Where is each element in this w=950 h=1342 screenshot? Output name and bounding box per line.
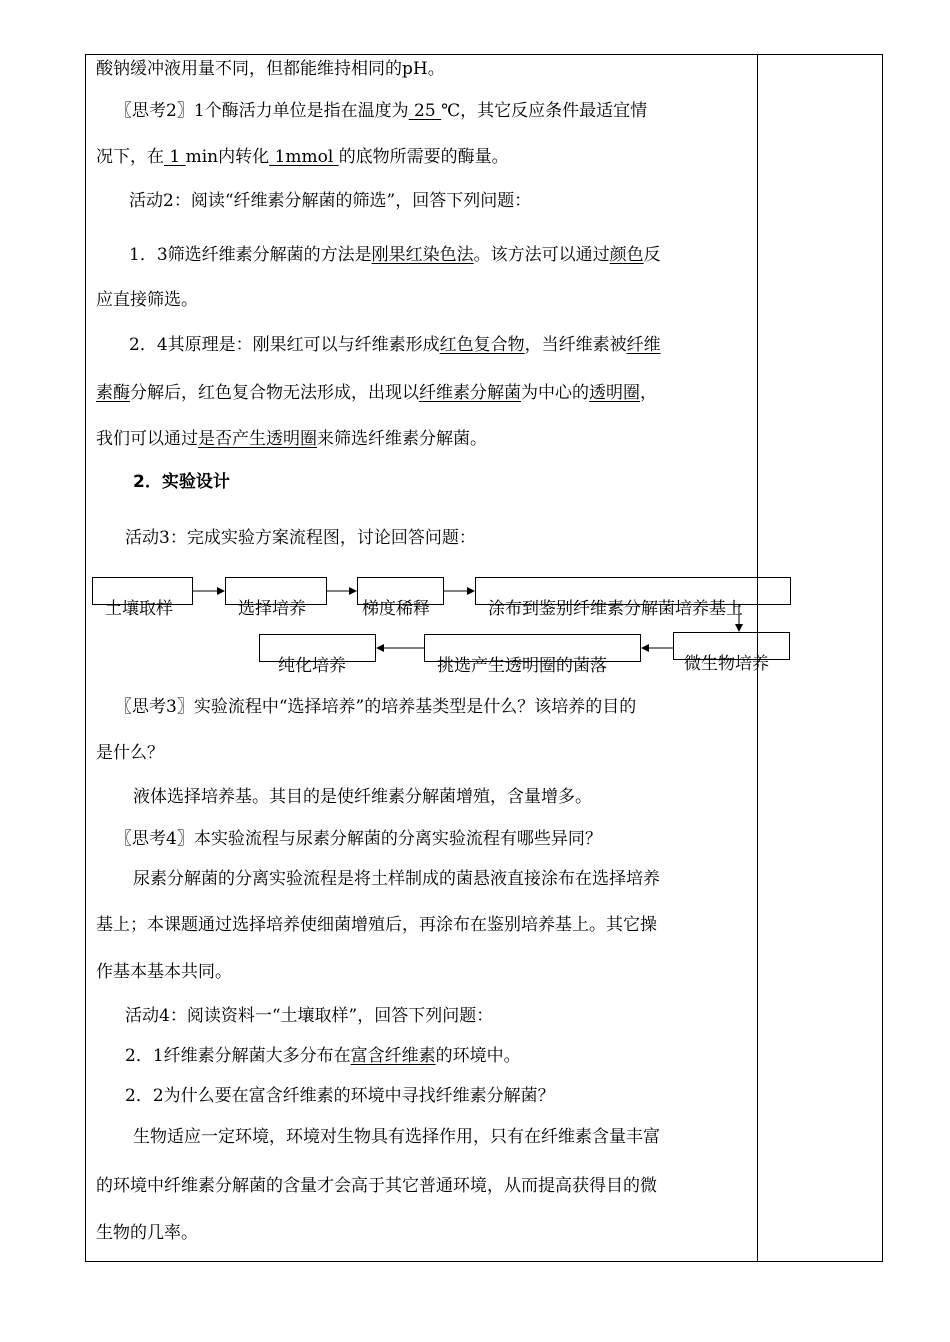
think3-line-2 bbox=[96, 743, 164, 763]
q24-text: 2．4其原理是：刚果红可以与纤维素形成 bbox=[129, 335, 440, 355]
answer4-text: 尿素分解菌的分离实验流程是将土样制成的菌悬液直接涂布在选择培养 bbox=[133, 869, 660, 889]
q24-text-7: 来筛选纤维素分解菌。 bbox=[317, 429, 487, 449]
answer4-text-2: 基上；本课题通过选择培养使细菌增殖后，再涂布在鉴别培养基上。其它操 bbox=[96, 915, 657, 935]
think3-line bbox=[115, 697, 636, 717]
think3-text: 〖思考3〗实验流程中“选择培养”的培养基类型是什么？该培养的目的 bbox=[115, 697, 637, 717]
flow-label-spread: 涂布到鉴别纤维素分解菌培养基上 bbox=[488, 599, 743, 619]
answer-color: 颜色 bbox=[609, 245, 644, 265]
answer22-line bbox=[133, 1127, 660, 1147]
answer4-line-2 bbox=[96, 915, 657, 935]
answer22-line-2 bbox=[96, 1176, 657, 1196]
think2-text-3: 况下，在 bbox=[96, 147, 164, 167]
answer-amount: 1mmol bbox=[269, 147, 339, 167]
section-heading-text: 2．实验设计 bbox=[133, 472, 230, 492]
think2-text-5: 的底物所需要的酶量。 bbox=[338, 147, 509, 167]
answer4-line-3 bbox=[96, 962, 232, 982]
answer3-text: 液体选择培养基。其目的是使纤维素分解菌增殖，含量增多。 bbox=[133, 787, 592, 807]
answer-method: 刚果红染色法 bbox=[371, 245, 474, 265]
think2-text-2: ℃，其它反应条件最适宜情 bbox=[441, 101, 648, 121]
answer-whether-circle: 是否产生透明圈 bbox=[198, 429, 317, 449]
q21-line bbox=[125, 1046, 521, 1066]
answer4-text-3: 作基本基本共同。 bbox=[96, 962, 232, 982]
q13-text-4: 应直接筛选。 bbox=[96, 290, 198, 310]
think2-text-4: min内转化 bbox=[185, 147, 270, 167]
answer-environment: 富含纤维素 bbox=[350, 1046, 436, 1066]
answer22-text: 生物适应一定环境，环境对生物具有选择作用，只有在纤维素含量丰富 bbox=[133, 1127, 660, 1147]
activity3-text: 活动3：完成实验方案流程图，讨论回答问题： bbox=[125, 528, 476, 548]
activity4-line bbox=[125, 1006, 493, 1026]
q24-text-2: ，当纤维素被 bbox=[524, 335, 627, 355]
flow-label-purify: 纯化培养 bbox=[278, 656, 346, 676]
flow-label-micro: 微生物培养 bbox=[684, 654, 769, 674]
answer-circle: 透明圈 bbox=[589, 383, 640, 403]
answer4-line bbox=[133, 869, 660, 889]
q13-text: 1．3筛选纤维素分解菌的方法是 bbox=[129, 245, 372, 265]
q21-text-2: 的环境中。 bbox=[435, 1046, 521, 1066]
flow-label-pick: 挑选产生透明圈的菌落 bbox=[437, 656, 607, 676]
q24-text-5: ， bbox=[640, 383, 657, 403]
answer22-text-2: 的环境中纤维素分解菌的含量才会高于其它普通环境，从而提高获得目的微 bbox=[96, 1176, 657, 1196]
answer-enzyme-part2: 素酶 bbox=[96, 383, 130, 403]
answer22-line-3 bbox=[96, 1223, 198, 1243]
answer22-text-3: 生物的几率。 bbox=[96, 1223, 198, 1243]
answer-temperature: 25 bbox=[408, 101, 442, 121]
q22-line bbox=[125, 1086, 555, 1106]
answer3-line bbox=[133, 787, 592, 807]
q13-text-3: 反 bbox=[643, 245, 661, 265]
answer-bacteria: 纤维素分解菌 bbox=[419, 383, 521, 403]
activity2-text: 活动2：阅读“纤维素分解菌的筛选”，回答下列问题： bbox=[129, 191, 532, 211]
q21-text: 2．1纤维素分解菌大多分布在 bbox=[125, 1046, 351, 1066]
q24-text-6: 我们可以通过 bbox=[96, 429, 198, 449]
think4-line bbox=[115, 829, 602, 849]
activity4-text: 活动4：阅读资料一“土壤取样”，回答下列问题： bbox=[125, 1006, 494, 1026]
answer-time: 1 bbox=[164, 147, 186, 167]
answer-complex: 红色复合物 bbox=[439, 335, 525, 355]
q24-text-3: 分解后，红色复合物无法形成，出现以 bbox=[130, 383, 419, 403]
text-ph: 酸钠缓冲液用量不同，但都能维持相同的pH。 bbox=[96, 59, 445, 79]
q13-text-2: 。该方法可以通过 bbox=[473, 245, 610, 265]
think2-text: 〖思考2〗1个酶活力单位是指在温度为 bbox=[115, 101, 409, 121]
flow-label-dilute: 梯度稀释 bbox=[362, 599, 430, 619]
think4-text: 〖思考4〗本实验流程与尿素分解菌的分离实验流程有哪些异同？ bbox=[115, 829, 602, 849]
q22-text: 2．2为什么要在富含纤维素的环境中寻找纤维素分解菌？ bbox=[125, 1086, 555, 1106]
answer-enzyme-part1: 纤维 bbox=[626, 335, 661, 355]
q24-text-4: 为中心的 bbox=[521, 383, 589, 403]
flow-label-soil: 土壤取样 bbox=[105, 599, 173, 619]
flow-label-select: 选择培养 bbox=[238, 599, 306, 619]
think3-text-2: 是什么？ bbox=[96, 743, 164, 763]
